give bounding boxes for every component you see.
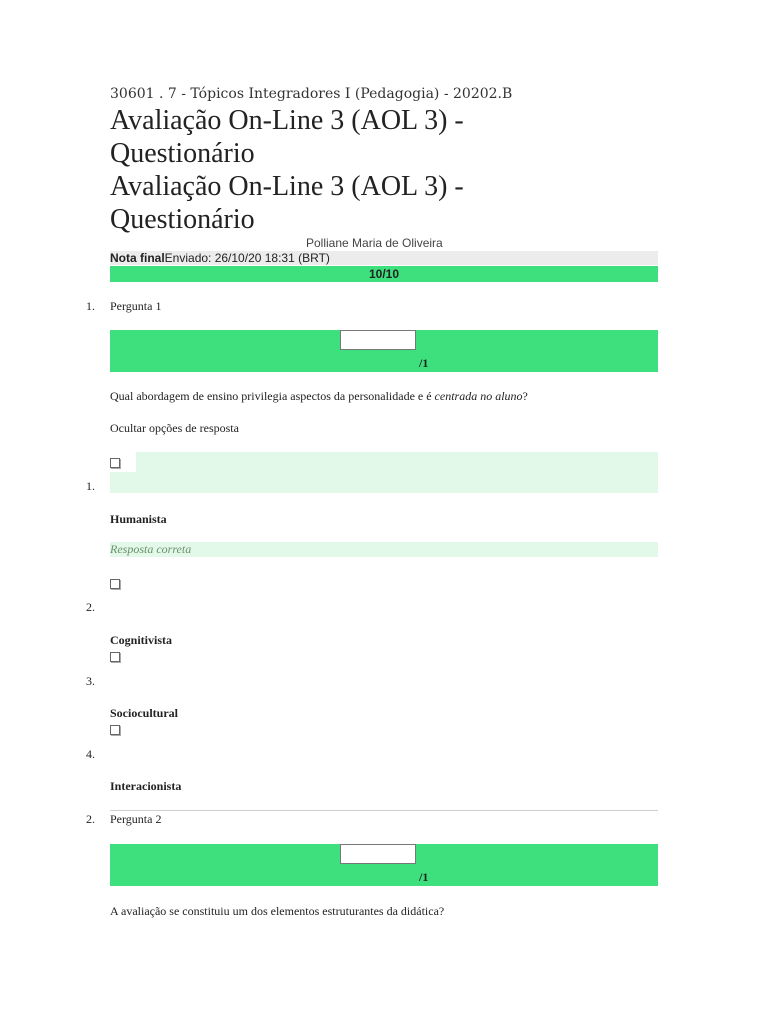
- student-name: Polliane Maria de Oliveira: [306, 236, 443, 250]
- sent-date: Enviado: 26/10/20 18:31 (BRT): [164, 251, 330, 265]
- question-number: 2.: [86, 812, 95, 826]
- divider: [110, 810, 658, 811]
- answer-checkbox[interactable]: [110, 725, 120, 735]
- score-suffix: /1: [419, 356, 429, 370]
- answer-option-row: [110, 452, 658, 493]
- question-text: [110, 389, 528, 404]
- answer-checkbox[interactable]: [110, 652, 120, 662]
- answer-checkbox[interactable]: [110, 579, 120, 589]
- correct-answer-note: Resposta correta: [110, 542, 658, 557]
- score-input[interactable]: [340, 844, 416, 864]
- option-label: Sociocultural: [110, 706, 178, 720]
- score-suffix: /1: [419, 870, 429, 884]
- question-score-block: [110, 330, 658, 372]
- option-label: Interacionista: [110, 779, 182, 793]
- course-title: 30601 . 7 - Tópicos Integradores I (Pedagogia) - 20202.B: [110, 86, 513, 102]
- title-line-1: Avaliação On-Line 3 (AOL 3) -: [110, 105, 464, 136]
- question-text-end: ?: [522, 389, 528, 403]
- question-score-block: [110, 844, 658, 886]
- final-score: 10/10: [110, 266, 658, 282]
- option-number: 3.: [86, 674, 95, 688]
- subtitle-line-1: Avaliação On-Line 3 (AOL 3) -: [110, 171, 464, 202]
- option-label: Cognitivista: [110, 633, 173, 647]
- hide-options-link[interactable]: Ocultar opções de resposta: [110, 421, 239, 435]
- title-line-2: Questionário: [110, 138, 255, 169]
- answer-checkbox[interactable]: [110, 458, 120, 468]
- question-label: Pergunta 1: [110, 299, 162, 313]
- page-subtitle: [110, 170, 530, 236]
- grade-label: Nota final: [110, 251, 165, 265]
- subtitle-line-2: Questionário: [110, 204, 255, 235]
- grade-row: [110, 251, 658, 265]
- question-text-start: Qual abordagem de ensino privilegia aspectos da personalidade e é: [110, 389, 435, 403]
- question-text-emphasis: centrada no aluno: [434, 389, 523, 403]
- option-number: 4.: [86, 747, 95, 761]
- question-number: 1.: [86, 299, 95, 313]
- question-label: Pergunta 2: [110, 812, 162, 826]
- page-title: [110, 104, 530, 170]
- option-label: Humanista: [110, 512, 167, 526]
- option-number: 1.: [86, 479, 95, 493]
- option-number: 2.: [86, 600, 95, 614]
- question-text: A avaliação se constituiu um dos elementos estruturantes da didática?: [110, 904, 445, 918]
- score-input[interactable]: [340, 330, 416, 350]
